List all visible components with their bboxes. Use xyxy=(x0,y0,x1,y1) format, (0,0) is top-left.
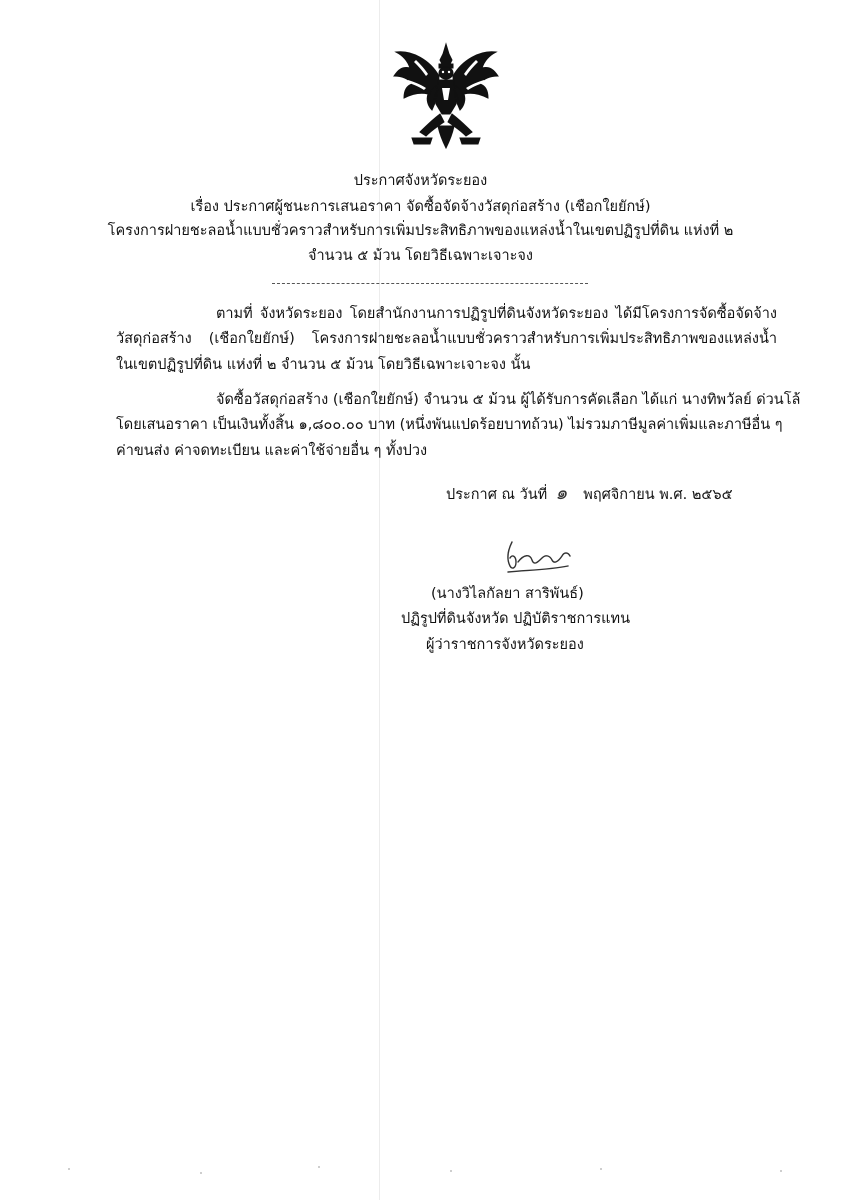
paragraph2-line2: โดยเสนอราคา เป็นเงินทั้งสิ้น ๑,๘๐๐.๐๐ บาท (หนึ่งพันแปดร้อยบาทถ้วน) ไม่รวมภาษีมูลค่าเพิ่มและภาษีอื่น ๆ xyxy=(116,417,783,433)
announcement-date xyxy=(446,484,733,504)
scan-speck xyxy=(200,1172,202,1174)
announcement-subject: เรื่อง ประกาศผู้ชนะการเสนอราคา จัดซื้อจัดจ้างวัสดุก่อสร้าง (เชือกใยยักษ์) xyxy=(190,199,651,215)
signatory-office: ผู้ว่าราชการจังหวัดระยอง xyxy=(426,637,584,653)
paragraph2-line1: จัดซื้อวัสดุก่อสร้าง (เชือกใยยักษ์) จำนวน ๕ ม้วน ผู้ได้รับการคัดเลือก ได้แก่ นางทิพวัลย์ ด่วนโล้ xyxy=(216,392,801,408)
date-day: ๑ xyxy=(555,482,568,504)
scan-speck xyxy=(600,1168,602,1170)
announcement-quantity: จำนวน ๕ ม้วน โดยวิธีเฉพาะเจาะจง xyxy=(308,248,533,264)
handwritten-signature xyxy=(498,532,578,578)
signatory-name: (นางวิไลกัลยา สาริพันธ์) xyxy=(431,586,584,602)
announcement-project: โครงการฝายชะลอน้ำแบบชั่วคราวสำหรับการเพิ่มประสิทธิภาพของแหล่งน้ำในเขตปฏิรูปที่ดิน แห่งที่ ๒ xyxy=(107,223,734,239)
signatory-position: ปฏิรูปที่ดินจังหวัด ปฏิบัติราชการแทน xyxy=(401,611,630,627)
paragraph1-line2: วัสดุก่อสร้าง (เชือกใยยักษ์) โครงการฝายชะลอน้ำแบบชั่วคราวสำหรับการเพิ่มประสิทธิภาพของแหล่งน้ำ xyxy=(116,331,777,347)
garuda-emblem-icon xyxy=(390,40,502,152)
paragraph2-line3: ค่าขนส่ง ค่าจดทะเบียน และค่าใช้จ่ายอื่น ๆ ทั้งปวง xyxy=(116,443,428,459)
date-prefix: ประกาศ ณ วันที่ xyxy=(446,487,548,503)
date-month-year: พฤศจิกายน พ.ศ. ๒๕๖๕ xyxy=(583,487,733,503)
announcement-title: ประกาศจังหวัดระยอง xyxy=(353,173,488,189)
header-separator xyxy=(272,283,588,284)
paragraph1-line3: ในเขตปฏิรูปที่ดิน แห่งที่ ๒ จำนวน ๕ ม้วน โดยวิธีเฉพาะเจาะจง นั้น xyxy=(116,357,531,373)
scan-speck xyxy=(318,1166,320,1168)
scan-speck xyxy=(780,1170,782,1172)
paragraph1-line1: ตามที่ จังหวัดระยอง โดยสำนักงานการปฏิรูปที่ดินจังหวัดระยอง ได้มีโครงการจัดซื้อจัดจ้าง xyxy=(216,306,777,322)
scan-speck xyxy=(68,1168,70,1170)
scan-speck xyxy=(450,1170,452,1172)
